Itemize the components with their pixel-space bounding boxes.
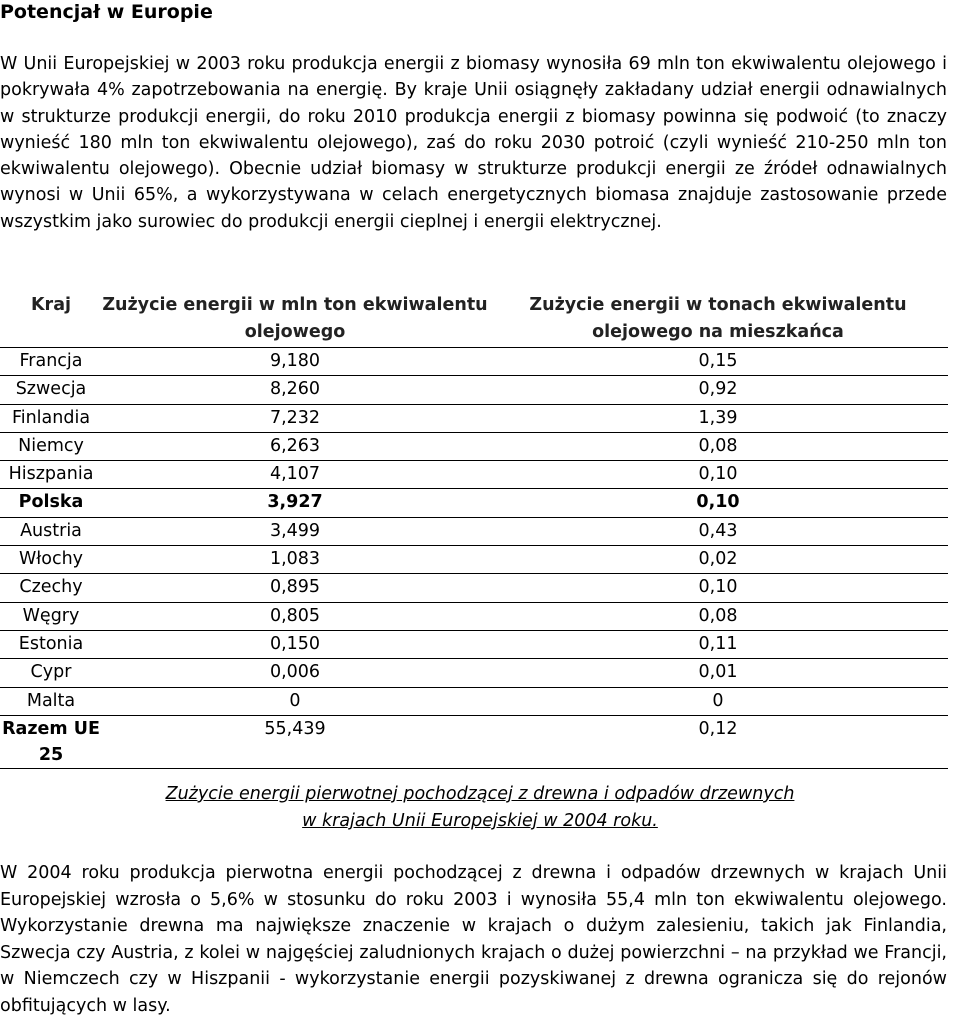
cell-country: Włochy: [0, 546, 102, 574]
cell-per-capita: 0,43: [488, 517, 948, 545]
section-title: Potencjał w Europie: [0, 1, 213, 23]
cell-per-capita: 0,11: [488, 630, 948, 658]
table-row: [0, 687, 948, 715]
table-row: [0, 630, 948, 658]
cell-total-consumption: 9,180: [102, 348, 488, 376]
cell-per-capita: 0,02: [488, 546, 948, 574]
cell-per-capita: 0,15: [488, 348, 948, 376]
cell-country: Malta: [0, 687, 102, 715]
cell-per-capita: 0,08: [488, 602, 948, 630]
table-row: [0, 489, 948, 517]
cell-per-capita: 1,39: [488, 404, 948, 432]
header-country: Kraj: [31, 295, 71, 315]
cell-country: Węgry: [0, 602, 102, 630]
cell-total-consumption: 3,499: [102, 517, 488, 545]
cell-per-capita: 0,92: [488, 376, 948, 404]
cell-per-capita: 0,10: [488, 461, 948, 489]
cell-country: Niemcy: [0, 432, 102, 460]
cell-total-consumption: 0,150: [102, 630, 488, 658]
closing-paragraph: W 2004 roku produkcja pierwotna energii pochodzącej z drewna i odpadów drzewnych w krajach Unii Europejskiej wzrosła o 5,6% w stosunku do roku 2003 i wynosiła 55,4 mln ton ekwiwalentu olejowego. Wykorzystanie drewna ma największe znaczenie w krajach o dużym zalesieniu, takich jak Finlandia, Szwecja czy Austria, z kolei w najgęściej zaludnionych krajach o dużej powierzchni – na przykład we Francji, w Niemczech czy w Hiszpanii - wykorzystanie energii pozyskiwanej z drewna ogranicza się do rejonów obfitujących w lasy.: [0, 863, 947, 1016]
cell-total-consumption: 8,260: [102, 376, 488, 404]
cell-total-consumption: 0: [102, 687, 488, 715]
cell-country: Szwecja: [0, 376, 102, 404]
cell-per-capita: 0,10: [488, 574, 948, 602]
cell-total-consumption: 0,895: [102, 574, 488, 602]
cell-country: Cypr: [0, 659, 102, 687]
cell-country: Czechy: [0, 574, 102, 602]
header-total-consumption: Zużycie energii w mln ton ekwiwalentu olejowego: [102, 295, 488, 342]
cell-country: Polska: [0, 489, 102, 517]
cell-country: Austria: [0, 517, 102, 545]
table-header-row: [0, 290, 948, 348]
cell-country: Hiszpania: [0, 461, 102, 489]
cell-per-capita: 0,12: [488, 715, 948, 768]
cell-total-consumption: 0,006: [102, 659, 488, 687]
table-row: [0, 348, 948, 376]
cell-total-consumption: 7,232: [102, 404, 488, 432]
cell-per-capita: 0,10: [488, 489, 948, 517]
cell-country: Francja: [0, 348, 102, 376]
table-row: [0, 461, 948, 489]
energy-consumption-table: [0, 290, 948, 769]
cell-total-consumption: 4,107: [102, 461, 488, 489]
table-row: [0, 546, 948, 574]
cell-per-capita: 0,08: [488, 432, 948, 460]
cell-total-consumption: 1,083: [102, 546, 488, 574]
header-per-capita-consumption: Zużycie energii w tonach ekwiwalentu olejowego na mieszkańca: [529, 295, 907, 342]
cell-total-consumption: 0,805: [102, 602, 488, 630]
cell-total-consumption: 55,439: [102, 715, 488, 768]
table-row: [0, 574, 948, 602]
cell-total-consumption: 6,263: [102, 432, 488, 460]
table-body: [0, 348, 948, 769]
table-row: [0, 404, 948, 432]
table-caption: [0, 781, 960, 835]
table-row: [0, 602, 948, 630]
cell-per-capita: 0: [488, 687, 948, 715]
caption-line-2: w krajach Unii Europejskiej w 2004 roku.: [302, 811, 658, 831]
cell-total-consumption: 3,927: [102, 489, 488, 517]
table-row: [0, 715, 948, 768]
cell-country: Estonia: [0, 630, 102, 658]
cell-country: Razem UE 25: [0, 715, 102, 768]
table-row: [0, 659, 948, 687]
table-row: [0, 517, 948, 545]
cell-per-capita: 0,01: [488, 659, 948, 687]
cell-country: Finlandia: [0, 404, 102, 432]
table-row: [0, 432, 948, 460]
caption-line-1: Zużycie energii pierwotnej pochodzącej z drewna i odpadów drzewnych: [165, 784, 795, 804]
table-row: [0, 376, 948, 404]
intro-paragraph: W Unii Europejskiej w 2003 roku produkcja energii z biomasy wynosiła 69 mln ton ekwiwalentu olejowego i pokrywała 4% zapotrzebowania na energię. By kraje Unii osiągnęły zakładany udział energii odnawialnych w strukturze produkcji energii, do roku 2010 produkcja energii z biomasy powinna się podwoić (to znaczy wynieść 180 mln ton ekwiwalentu olejowego), zaś do roku 2030 potroić (czyli wynieść 210-250 mln ton ekwiwalentu olejowego). Obecnie udział biomasy w strukturze produkcji energii ze źródeł odnawialnych wynosi w Unii 65%, a wykorzystywana w celach energetycznych biomasa znajduje zastosowanie przede wszystkim jako surowiec do produkcji energii cieplnej i energii elektrycznej.: [0, 54, 947, 232]
